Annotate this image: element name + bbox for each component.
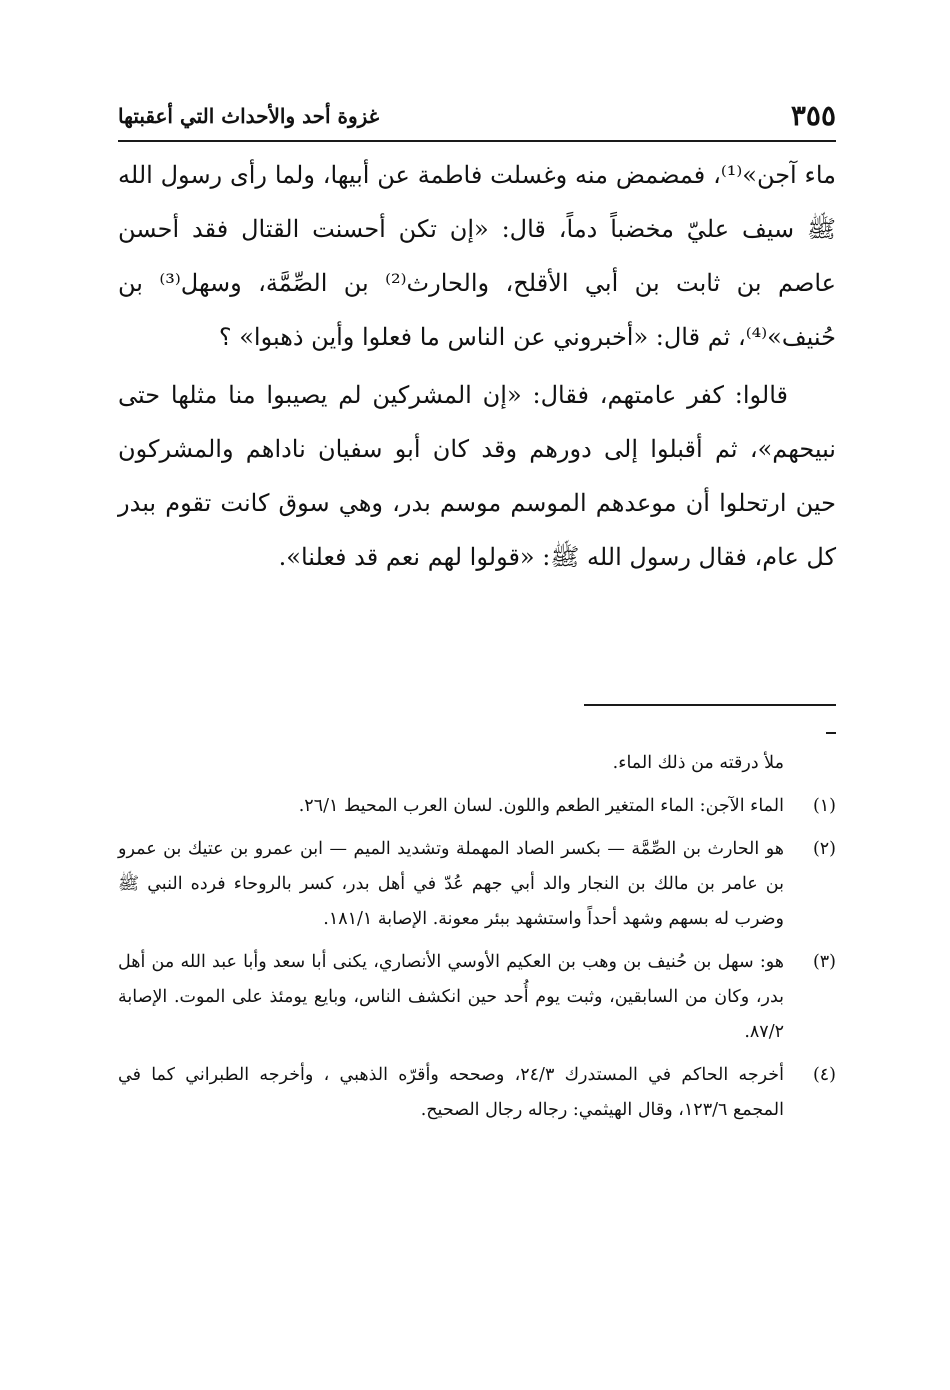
footnote-number: (٣): [812, 952, 836, 972]
footnote-number: (٢): [812, 839, 836, 859]
footnote-number: (٤): [812, 1065, 836, 1085]
footnote-item: [118, 832, 836, 937]
footnote-item: [118, 789, 836, 824]
page-number: ٣٥٥: [790, 99, 836, 132]
footnote-divider: [584, 704, 836, 706]
footnote-text: أخرجه الحاكم في المستدرك ٢٤/٣، وصححه وأقرّه الذهبي ، وأخرجه الطبراني كما في المجمع ١٢٣/٦، وقال الهيثمي: رجاله رجال الصحيح.: [118, 1065, 784, 1120]
footnote-item: [118, 945, 836, 1050]
footnotes: [118, 746, 836, 1136]
main-paragraph: ماء آجن»⁽¹⁾، فمضمض منه وغسلت فاطمة عن أبيها، ولما رأى رسول الله ﷺ سيف عليّ مخضباً دماً، قال: «إن تكن أحسنت القتال فقد أحسن عاصم بن ثابت بن أبي الأقلح، والحارث⁽²⁾ بن الصِّمَّة، وسهل⁽³⁾ بن حُنيف»⁽⁴⁾، ثم قال: «أخبروني عن الناس ما فعلوا وأين ذهبوا» ؟: [118, 161, 836, 351]
book-page: [118, 100, 836, 1340]
footnote-item: [118, 1058, 836, 1128]
main-text: [118, 148, 836, 584]
footnote-text: الماء الآجن: الماء المتغير الطعم واللون. لسان العرب المحيط ٢٦/١.: [298, 796, 784, 816]
footnote-text: هو الحارث بن الصِّمَّة — بكسر الصاد المهملة وتشديد الميم — ابن عمرو بن عتيك بن عمرو بن عامر بن مالك بن النجار والد أبي جهم عُدّ في أهل بدر، كسر بالروحاء فرده النبي ﷺ وضرب له بسهم وشهد أحداً واستشهد ببئر معونة. الإصابة ١٨١/١.: [118, 839, 784, 929]
footnote-number: (١): [812, 796, 836, 816]
footnote-mark: [826, 732, 836, 734]
footnote-continuation: ملأ درقته من ذلك الماء.: [612, 753, 784, 773]
running-title: غزوة أحد والأحداث التي أعقبتها: [118, 104, 380, 128]
page-header: [118, 100, 836, 142]
footnote-text: هو: سهل بن حُنيف بن وهب بن العكيم الأوسي الأنصاري، يكنى أبا سعد وأبا عبد الله من أهل بدر، وكان من السابقين، وثبت يوم أُحد حين انكشف الناس، وبايع يومئذ على الموت. الإصابة ٨٧/٢.: [118, 952, 784, 1042]
main-paragraph: قالوا: كفر عامتهم، فقال: «إن المشركين لم يصيبوا منا مثلها حتى نبيحهم»، ثم أقبلوا إلى دورهم وقد كان أبو سفيان ناداهم والمشركون حين ارتحلوا أن موعدهم الموسم موسم بدر، وهي سوق كانت تقوم ببدر كل عام، فقال رسول الله ﷺ: «قولوا لهم نعم قد فعلنا».: [118, 381, 836, 571]
